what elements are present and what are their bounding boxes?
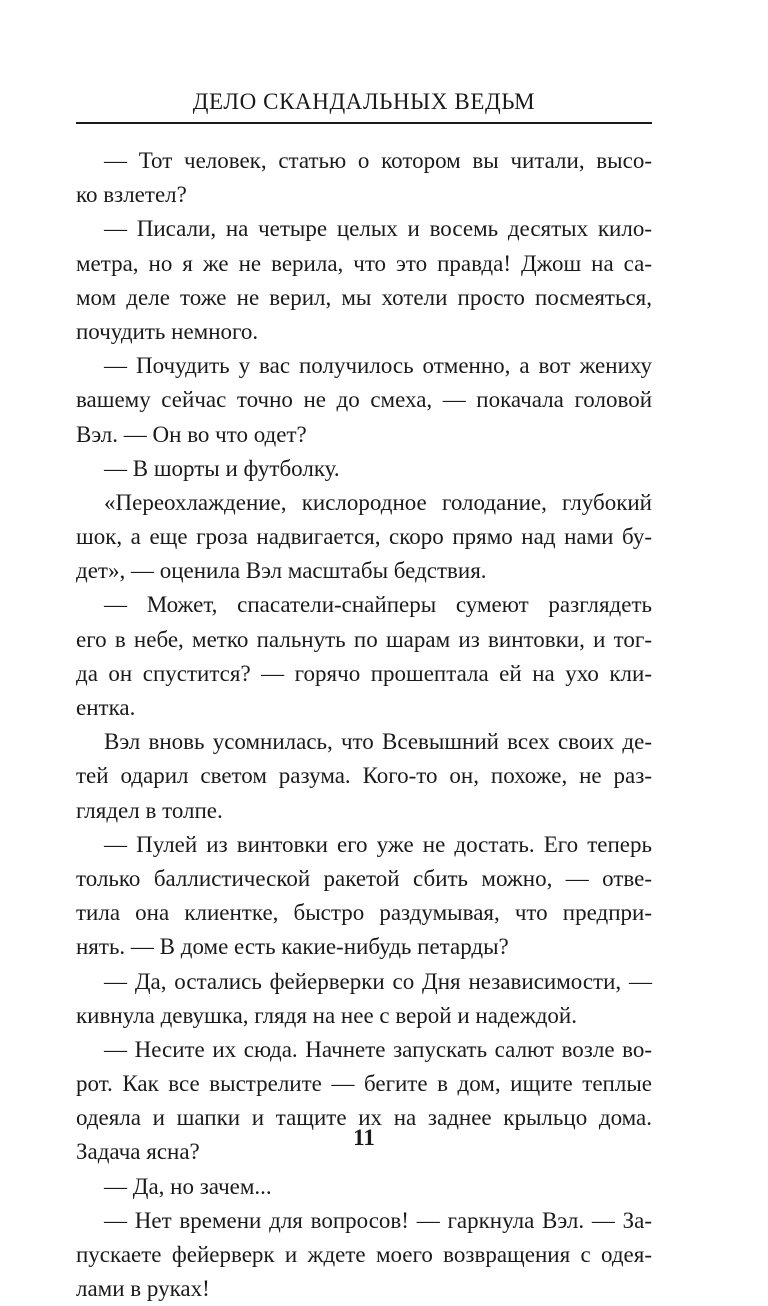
text-line: тей одарил светом разума. Кого-то он, похоже, не раз- [76,763,652,789]
text-line: метра, но я же не верила, что это правда! Джош на са- [76,250,652,276]
text-line: — Да, но зачем... [104,1173,272,1199]
text-line: глядел в толпе. [76,797,223,823]
running-header: ДЕЛО СКАНДАЛЬНЫХ ВЕДЬМ [192,89,536,114]
text-line: шок, а еще гроза надвигается, скоро прямо над нами бу- [76,524,652,550]
text-line: Вэл вновь усомнилась, что Всевышний всех своих де- [104,729,652,755]
text-line: ентка. [76,695,136,720]
text-line: пускаете фейерверк и ждете моего возвращения с одея- [76,1242,652,1267]
text-line: тила она клиентке, быстро раздумывая, что предпри- [76,900,652,926]
text-line: — В шорты и футболку. [104,455,340,481]
text-line: — Пулей из винтовки его уже не достать. Его теперь [104,831,652,857]
text-line: да он спустится? — горячо прошептала ей на ухо кли- [76,660,652,686]
text-line: мом деле тоже не верил, мы хотели просто посмеяться, [76,284,652,310]
text-line: — Нет времени для вопросов! — гаркнула Вэл. — За- [104,1207,652,1233]
text-line: рот. Как все выстрелите — бегите в дом, ищите теплые [76,1071,652,1097]
text-line: — Почудить у вас получилось отменно, а вот жениху [104,353,652,379]
text-line: только баллистической ракетой сбить можно, — отве- [76,865,652,891]
header-rule [76,122,652,124]
text-line: одеяла и шапки и тащите их на заднее крыльцо дома. [76,1105,652,1131]
text-line: — Тот человек, статью о котором вы читали, высо- [104,148,652,173]
text-line: лами в руках! [76,1276,210,1302]
text-line: его в небе, метко пальнуть по шарам из винтовки, и тог- [76,626,652,652]
text-line: — Несите их сюда. Начнете запускать салют возле во- [104,1036,652,1062]
text-line: ко взлетел? [76,182,187,208]
text-line: Задача ясна? [76,1139,200,1165]
page-number: 11 [353,1125,375,1150]
text-line: «Переохлаждение, кислородное голодание, глубокий [104,489,652,515]
text-line: — Писали, на четыре целых и восемь десятых кило- [104,216,652,242]
text-line: вашему сейчас точно не до смеха, — покачала головой [76,387,652,413]
text-line: — Может, спасатели-снайперы сумеют разглядеть [104,592,652,618]
text-line: дет», — оценила Вэл масштабы бедствия. [76,558,487,584]
text-line: почудить немного. [76,318,259,344]
text-line: Вэл. — Он во что одет? [76,421,307,447]
text-line: кивнула девушка, глядя на нее с верой и надеждой. [76,1002,577,1028]
text-line: нять. — В доме есть какие-нибудь петарды? [76,934,509,960]
text-line: — Да, остались фейерверки со Дня независимости, — [104,968,652,994]
